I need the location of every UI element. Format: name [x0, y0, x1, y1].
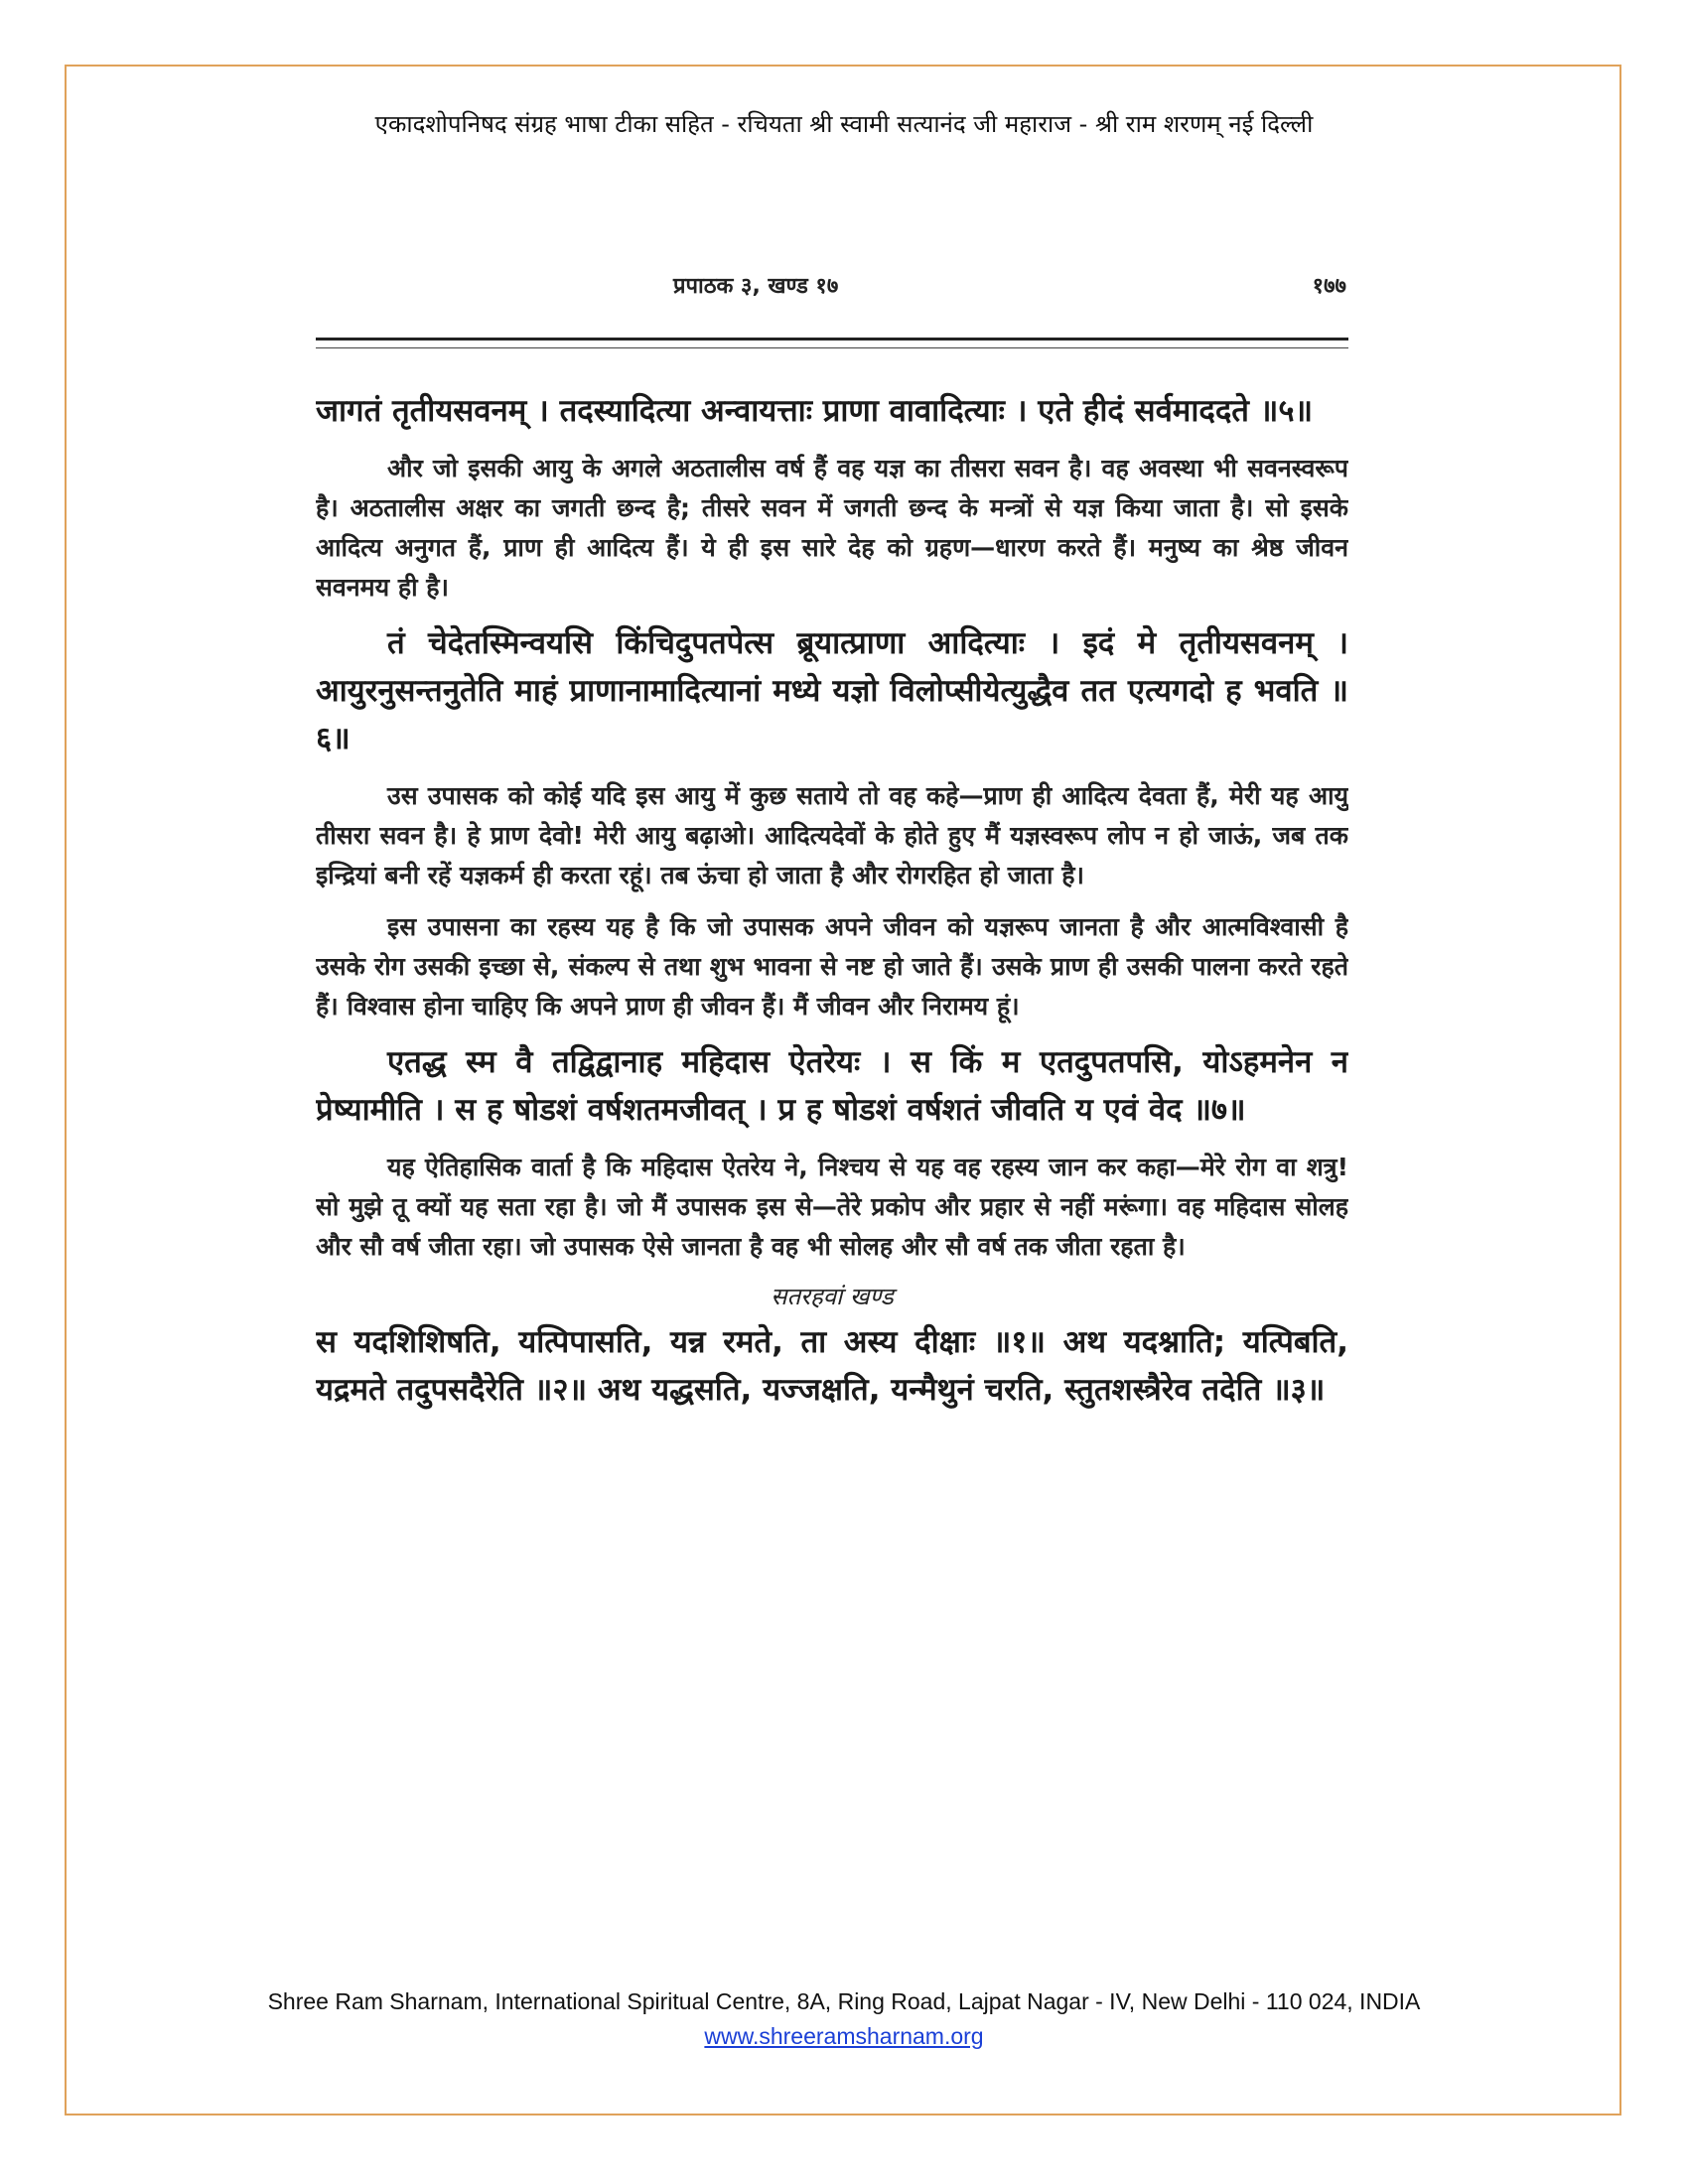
footer-address: Shree Ram Sharnam, International Spiritual Centre, 8A, Ring Road, Lajpat Nagar - IV, New Delhi - 110 024, INDIA [267, 1988, 1421, 2014]
website-link[interactable]: www.shreeramsharnam.org [704, 2023, 984, 2049]
mantra-verse-6: तं चेदेतस्मिन्वयसि किंचिदुपतपेत्स ब्रूयात्प्राणा आदित्याः । इदं मे तृतीयसवनम् । आयुरनुसन्तनुतेति माहं प्राणानामादित्यानां मध्ये यज्ञो विलोप्सीयेत्युद्धैव तत एत्यगदो ह भवति ॥६॥ [316, 625, 1348, 756]
page-number: १७७ [1312, 274, 1346, 299]
translation-verse-6: उस उपासक को कोई यदि इस आयु में कुछ सताये तो वह कहे—प्राण ही आदित्य देवता हैं, मेरी यह आयु तीसरा सवन है। हे प्राण देवो! मेरी आयु बढ़ाओ। आदित्यदेवों के होते हुए मैं यज्ञस्वरूप लोप न हो जाऊं, जब तक इन्द्रियां बनी रहें यज्ञकर्म ही करता रहूं। तब ऊंचा हो जाता है और रोगरहित हो जाता है। [316, 781, 1348, 889]
mantra-verse-7: एतद्ध स्म वै तद्विद्वानाह महिदास ऐतरेयः । स किं म एतदुपतपसि, योऽहमनेन न प्रेष्यामीति । स ह षोडशं वर्षशतमजीवत् । प्र ह षोडशं वर्षशतं जीवति य एवं वेद ॥७॥ [316, 1044, 1348, 1128]
translation-verse-7: यह ऐतिहासिक वार्ता है कि महिदास ऐतरेय ने, निश्चय से यह वह रहस्य जान कर कहा—मेरे रोग वा शत्रु! सो मुझे तू क्यों यह सता रहा है। जो मैं उपासक इस से—तेरे प्रकोप और प्रहार से नहीं मरूंगा। वह महिदास सोलह और सौ वर्ष जीता रहा। जो उपासक ऐसे जानता है वह भी सोलह और सौ वर्ष तक जीता रहता है। [316, 1153, 1348, 1261]
section-label: प्रपाठक ३, खण्ड १७ [673, 274, 839, 299]
header-rule [316, 338, 1348, 341]
khanda-heading: सतरहवां खण्ड [771, 1283, 894, 1310]
page-running-head [316, 270, 1346, 310]
document-header: एकादशोपनिषद संग्रह भाषा टीका सहित - रचियता श्री स्वामी सत्यानंद जी महाराज - श्री राम शरणम् नई दिल्ली [374, 110, 1314, 138]
header-rule-thin [316, 347, 1348, 348]
commentary-verse-6: इस उपासना का रहस्य यह है कि जो उपासक अपने जीवन को यज्ञरूप जानता है और आत्मविश्वासी है उसके रोग उसकी इच्छा से, संकल्प से तथा शुभ भावना से नष्ट हो जाते हैं। उसके प्राण ही उसकी पालना करते रहते हैं। विश्वास होना चाहिए कि अपने प्राण ही जीवन हैं। मैं जीवन और निरामय हूं। [316, 912, 1348, 1021]
mantra-khanda-17: स यदशिशिषति, यत्पिपासति, यन्न रमते, ता अस्य दीक्षाः ॥१॥ अथ यदश्नाति; यत्पिबति, यद्रमते तदुपसदैरेति ॥२॥ अथ यद्धसति, यज्जक्षति, यन्मैथुनं चरति, स्तुतशस्त्रैरेव तदेति ॥३॥ [316, 1324, 1348, 1408]
scanned-text-body [316, 387, 1348, 1926]
footer-website-row [0, 2023, 1688, 2050]
mantra-verse-5: जागतं तृतीयसवनम् । तदस्यादित्या अन्वायत्ताः प्राणा वावादित्याः । एते हीदं सर्वमाददते ॥५॥ [316, 393, 1314, 429]
translation-verse-5: और जो इसकी आयु के अगले अठतालीस वर्ष हैं वह यज्ञ का तीसरा सवन है। वह अवस्था भी सवनस्वरूप है। अठतालीस अक्षर का जगती छन्द है; तीसरे सवन में जगती छन्द के मन्त्रों से यज्ञ किया जाता है। सो इसके आदित्य अनुगत हैं, प्राण ही आदित्य हैं। ये ही इस सारे देह को ग्रहण—धारण करते हैं। मनुष्य का श्रेष्ठ जीवन सवनमय ही है। [316, 454, 1348, 602]
